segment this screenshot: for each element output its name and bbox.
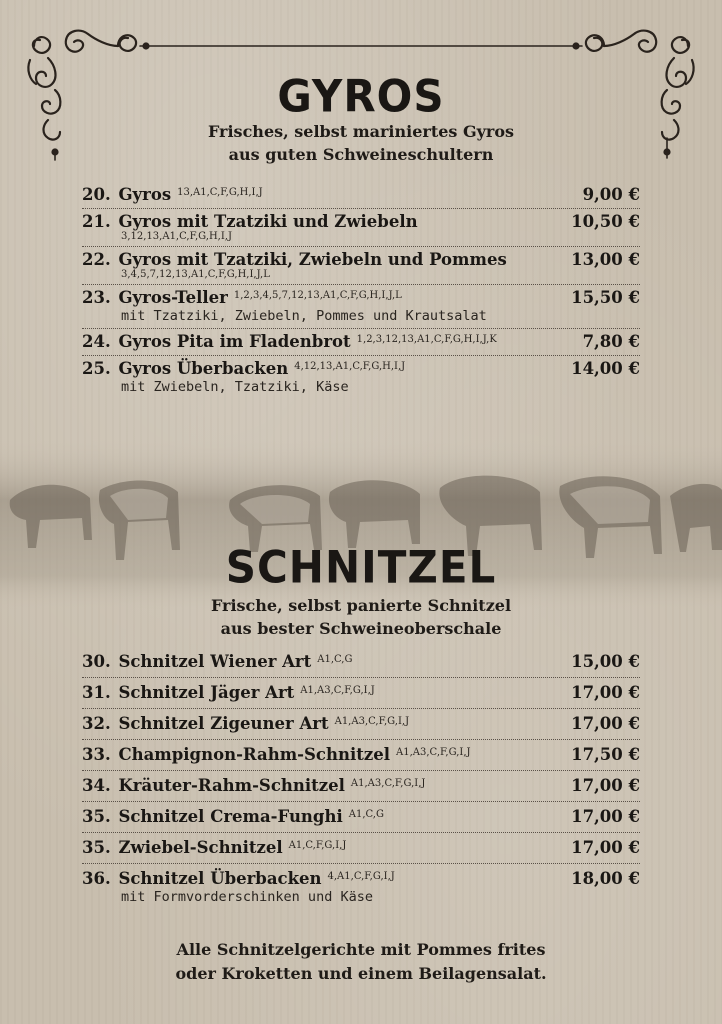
- schnitzel-subtitle-line2: aus bester Schweineoberschale: [220, 619, 502, 638]
- item-price: 17,00 €: [571, 838, 640, 857]
- item-allergens: 4,A1,C,F,G,I,J: [327, 871, 395, 882]
- item-name: Gyros mit Tzatziki und Zwiebeln: [118, 212, 418, 231]
- item-title: [82, 838, 346, 857]
- menu-item: [82, 771, 640, 802]
- item-allergens: A1,A3,C,F,G,I,J: [396, 747, 471, 758]
- gyros-subtitle-line2: aus guten Schweineschultern: [228, 145, 494, 164]
- item-number: 22.: [82, 250, 111, 269]
- item-name: Schnitzel Überbacken: [118, 869, 322, 888]
- item-number: 34.: [82, 776, 111, 795]
- gyros-subtitle: [0, 120, 722, 166]
- item-title: [82, 745, 471, 764]
- item-title: [82, 185, 263, 204]
- menu-item: [82, 356, 640, 399]
- item-allergens: 3,4,5,7,12,13,A1,C,F,G,H,I,J,L: [121, 269, 270, 280]
- gyros-section-title: GYROS: [277, 70, 445, 123]
- item-title: [82, 332, 497, 351]
- item-price: 18,00 €: [571, 869, 640, 888]
- item-price: 7,80 €: [582, 332, 640, 351]
- item-name: Champignon-Rahm-Schnitzel: [118, 745, 391, 764]
- item-allergens: 4,12,13,A1,C,F,G,H,I,J: [294, 361, 406, 372]
- item-title: [82, 714, 409, 733]
- item-price: 17,00 €: [571, 807, 640, 826]
- item-name: Gyros-Teller: [118, 288, 228, 307]
- item-allergens: 13,A1,C,F,G,H,I,J: [177, 187, 263, 198]
- item-name: Kräuter-Rahm-Schnitzel: [118, 776, 345, 795]
- schnitzel-section-title: SCHNITZEL: [225, 541, 497, 594]
- item-number: 25.: [82, 359, 111, 378]
- item-title: [82, 776, 425, 795]
- item-number: 30.: [82, 652, 111, 671]
- schnitzel-footer-note: [0, 938, 722, 986]
- item-price: 9,00 €: [582, 185, 640, 204]
- item-name: Schnitzel Wiener Art: [118, 652, 312, 671]
- item-price: 15,50 €: [571, 288, 640, 307]
- item-allergens: A1,C,G: [317, 654, 353, 665]
- item-price: 17,00 €: [571, 776, 640, 795]
- item-description: mit Zwiebeln, Tzatziki, Käse: [121, 379, 349, 395]
- item-title: [82, 869, 395, 888]
- item-number: 35.: [82, 838, 111, 857]
- item-number: 21.: [82, 212, 111, 231]
- item-title: [82, 250, 507, 269]
- item-description: mit Formvorderschinken und Käse: [121, 889, 373, 905]
- schnitzel-subtitle: [0, 594, 722, 640]
- menu-item: [82, 209, 640, 247]
- item-title: [82, 359, 405, 378]
- item-name: Gyros Pita im Fladenbrot: [118, 332, 351, 351]
- item-price: 13,00 €: [571, 250, 640, 269]
- item-name: Schnitzel Crema-Funghi: [118, 807, 343, 826]
- item-allergens: 1,2,3,12,13,A1,C,F,G,H,I,J,K: [356, 334, 497, 345]
- item-allergens: A1,A3,C,F,G,I,J: [350, 778, 426, 789]
- menu-item: [82, 802, 640, 833]
- item-number: 24.: [82, 332, 111, 351]
- menu-item: [82, 182, 640, 209]
- item-price: 15,00 €: [571, 652, 640, 671]
- menu-item: [82, 709, 640, 740]
- item-price: 17,00 €: [571, 683, 640, 702]
- item-price: 10,50 €: [571, 212, 640, 231]
- item-allergens: 3,12,13,A1,C,F,G,H,I,J: [121, 231, 232, 242]
- item-number: 32.: [82, 714, 111, 733]
- item-price: 17,00 €: [571, 714, 640, 733]
- item-title: [82, 683, 375, 702]
- gyros-subtitle-line1: Frisches, selbst mariniertes Gyros: [207, 122, 515, 141]
- item-title: [82, 807, 384, 826]
- menu-item: [82, 329, 640, 356]
- item-name: Schnitzel Zigeuner Art: [118, 714, 329, 733]
- item-name: Schnitzel Jäger Art: [118, 683, 295, 702]
- item-allergens: A1,A3,C,F,G,I,J: [300, 685, 375, 696]
- item-number: 31.: [82, 683, 111, 702]
- item-number: 36.: [82, 869, 111, 888]
- item-number: 20.: [82, 185, 111, 204]
- item-number: 35.: [82, 807, 111, 826]
- item-price: 14,00 €: [571, 359, 640, 378]
- menu-item: [82, 833, 640, 864]
- item-name: Zwiebel-Schnitzel: [118, 838, 283, 857]
- footer-line1: Alle Schnitzelgerichte mit Pommes frites: [176, 940, 546, 959]
- item-title: [82, 652, 352, 671]
- schnitzel-subtitle-line1: Frische, selbst panierte Schnitzel: [210, 596, 512, 615]
- item-allergens: A1,C,F,G,I,J: [288, 840, 347, 851]
- footer-line2: oder Kroketten und einem Beilagensalat.: [175, 964, 547, 983]
- item-allergens: A1,A3,C,F,G,I,J: [334, 716, 410, 727]
- item-allergens: A1,C,G: [348, 809, 384, 820]
- item-name: Gyros Überbacken: [118, 359, 289, 378]
- item-title: [82, 288, 402, 307]
- menu-item: [82, 648, 640, 678]
- menu-item: [82, 864, 640, 909]
- schnitzel-menu-list: [82, 648, 640, 909]
- item-description: mit Tzatziki, Zwiebeln, Pommes und Krautsalat: [121, 308, 487, 324]
- menu-item: [82, 285, 640, 329]
- menu-item: [82, 678, 640, 709]
- menu-item: [82, 740, 640, 771]
- item-name: Gyros: [118, 185, 172, 204]
- item-number: 33.: [82, 745, 111, 764]
- item-allergens: 1,2,3,4,5,7,12,13,A1,C,F,G,H,I,J,L: [233, 290, 402, 301]
- item-price: 17,50 €: [571, 745, 640, 764]
- menu-item: [82, 247, 640, 285]
- item-number: 23.: [82, 288, 111, 307]
- item-name: Gyros mit Tzatziki, Zwiebeln und Pommes: [118, 250, 507, 269]
- gyros-menu-list: [82, 182, 640, 399]
- item-title: [82, 212, 418, 231]
